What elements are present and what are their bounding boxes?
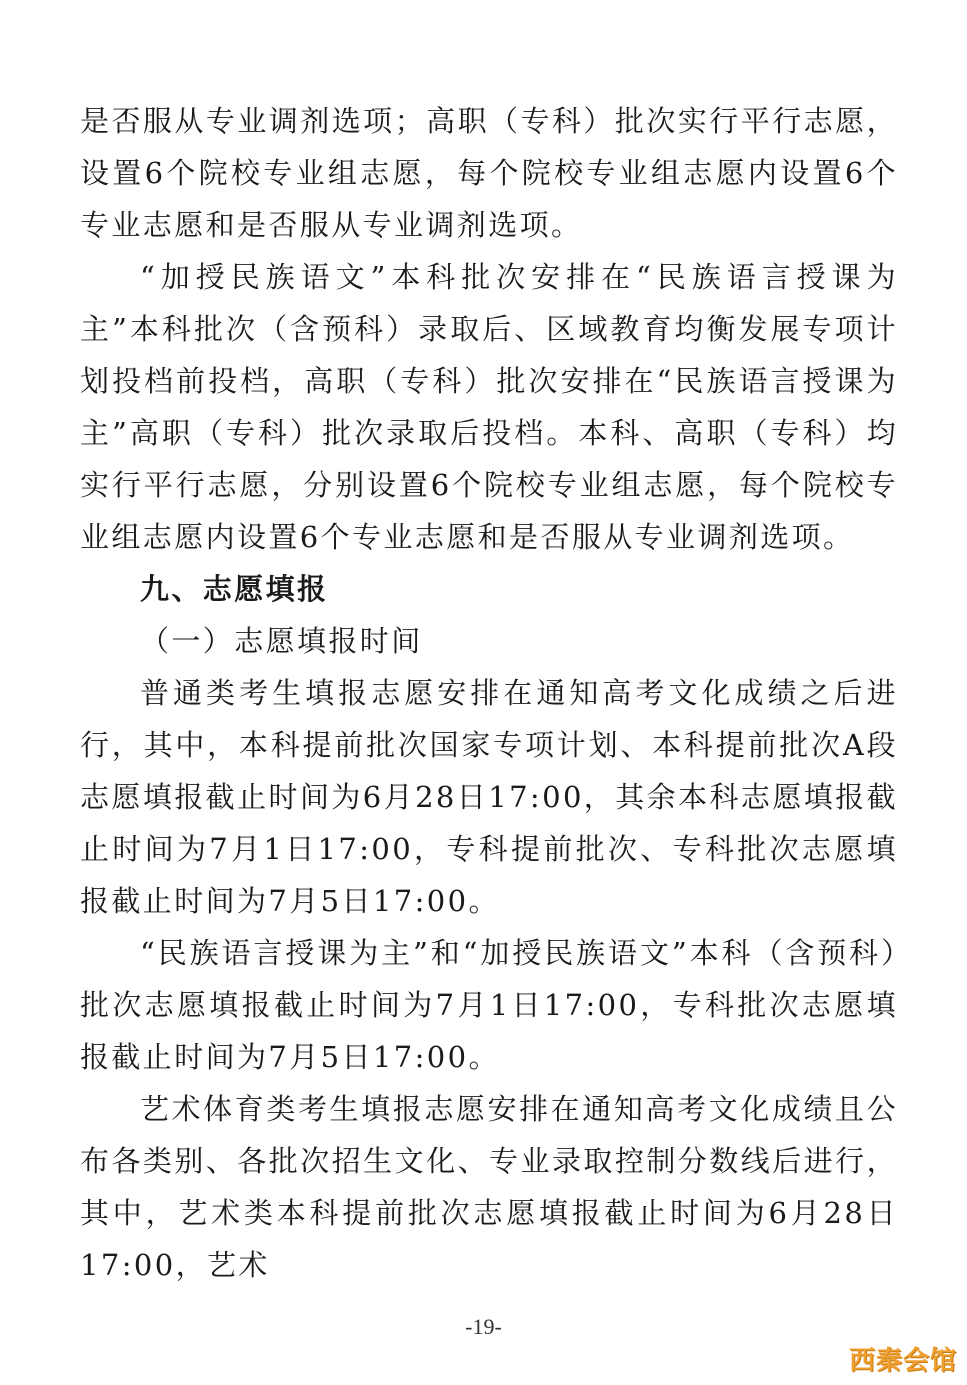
paragraph-ethnic-language: “加授民族语文”本科批次安排在“民族语言授课为主”本科批次（含预科）录取后、区域教育均衡发展专项计划投档前投档，高职（专科）批次安排在“民族语言授课为主”高职（专科）批次录取后投档。本科、高职（专科）均实行平行志愿，分别设置6个院校专业组志愿，每个院校专业组志愿内设置6个专业志愿和是否服从专业调剂选项。 — [80, 260, 898, 554]
paragraph-arts-sports-schedule: 艺术体育类考生填报志愿安排在通知高考文化成绩且公布各类别、各批次招生文化、专业录取控制分数线后进行，其中，艺术类本科提前批次志愿填报截止时间为6月28日17:00，艺术 — [80, 1092, 898, 1282]
page-number: -19- — [465, 1314, 502, 1339]
paragraph-ethnic-schedule: “民族语言授课为主”和“加授民族语文”本科（含预科）批次志愿填报截止时间为7月1日17:00，专科批次志愿填报截止时间为7月5日17:00。 — [80, 936, 898, 1074]
document-body — [80, 95, 898, 1291]
paragraph-general-schedule: 普通类考生填报志愿安排在通知高考文化成绩之后进行，其中，本科提前批次国家专项计划、本科提前批次A段志愿填报截止时间为6月28日17:00，其余本科志愿填报截止时间为7月1日17:00，专科提前批次、专科批次志愿填报截止时间为7月5日17:00。 — [80, 676, 898, 918]
watermark-logo: 西秦会馆 — [848, 1346, 957, 1376]
section-heading: 九、志愿填报 — [140, 572, 329, 606]
paragraph-continuation: 是否服从专业调剂选项；高职（专科）批次实行平行志愿，设置6个院校专业组志愿，每个院校专业组志愿内设置6个专业志愿和是否服从专业调剂选项。 — [80, 104, 898, 242]
subsection-heading: （一）志愿填报时间 — [140, 624, 423, 658]
